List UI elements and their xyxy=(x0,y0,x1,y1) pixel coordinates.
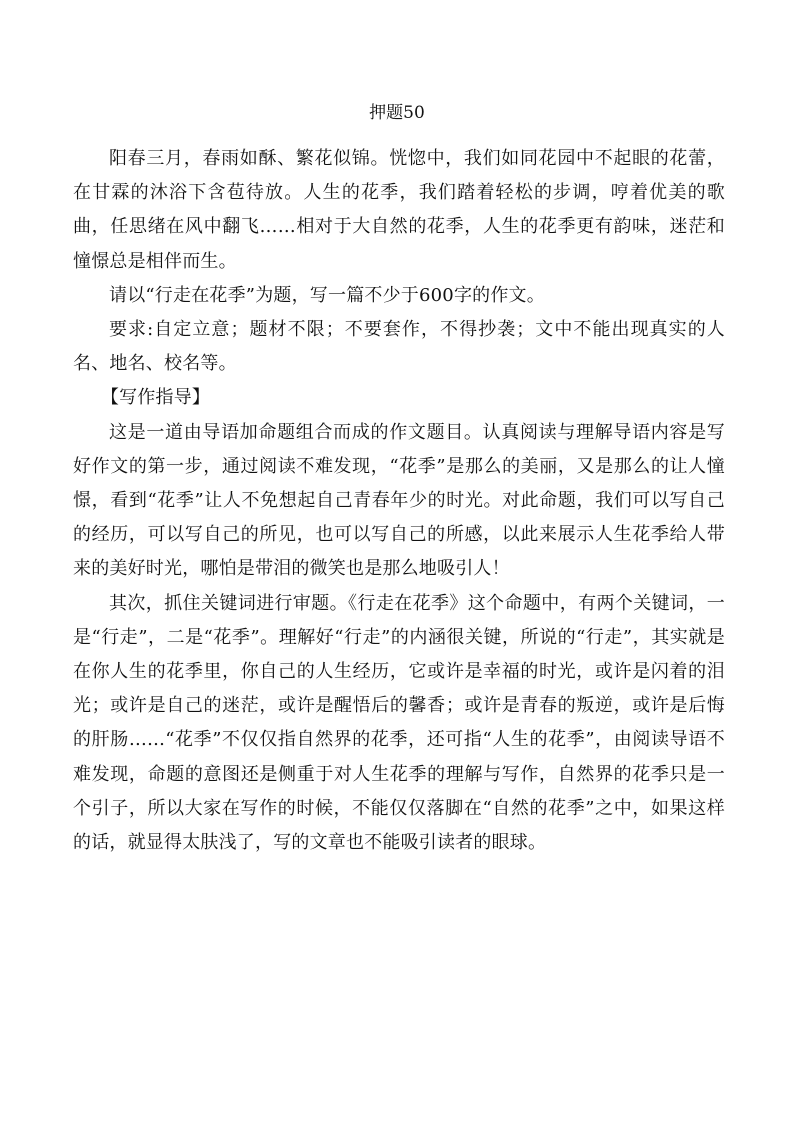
prompt-paragraph: 请以“行走在花季”为题，写一篇不少于600字的作文。 xyxy=(109,284,545,306)
page-title: 押题50 xyxy=(369,103,425,123)
intro-paragraph: 阳春三月，春雨如酥、繁花似锦。恍惚中，我们如同花园中不起眼的花蕾，在甘霖的沐浴下含苞待放。人生的花季，我们踏着轻松的步调，哼着优美的歌曲，任思绪在风中翻飞……相对于大自然的花季，人生的花季更有韵味，迷茫和憧憬总是相伴而生。 xyxy=(73,148,725,272)
guidance-paragraph-1: 这是一道由导语加命题组合而成的作文题目。认真阅读与理解导语内容是写好作文的第一步，通过阅读不难发现，“花季”是那么的美丽，又是那么的让人憧憬，看到“花季”让人不免想起自己青春年少的时光。对此命题，我们可以写自己的经历，可以写自己的所见，也可以写自己的所感，以此来展示人生花季给人带来的美好时光，哪怕是带泪的微笑也是那么地吸引人！ xyxy=(73,421,725,580)
document-body xyxy=(73,142,725,860)
guidance-paragraph-2: 其次，抓住关键词进行审题。《行走在花季》这个命题中，有两个关键词，一是“行走”，二是“花季”。理解好“行走”的内涵很关键，所说的“行走”，其实就是在你人生的花季里，你自己的人生经历，它或许是幸福的时光，或许是闪着的泪光；或许是自己的迷茫，或许是醒悟后的馨香；或许是青春的叛逆，或许是后悔的肝肠……“花季”不仅仅指自然界的花季，还可指“人生的花季”，由阅读导语不难发现，命题的意图还是侧重于对人生花季的理解与写作，自然界的花季只是一个引子，所以大家在写作的时候，不能仅仅落脚在“自然的花季”之中，如果这样的话，就显得太肤浅了，写的文章也不能吸引读者的眼球。 xyxy=(73,592,725,854)
guidance-heading: 【写作指导】 xyxy=(100,387,211,409)
requirements-paragraph: 要求:自定立意；题材不限；不要套作，不得抄袭；文中不能出现真实的人名、地名、校名等。 xyxy=(73,319,725,375)
